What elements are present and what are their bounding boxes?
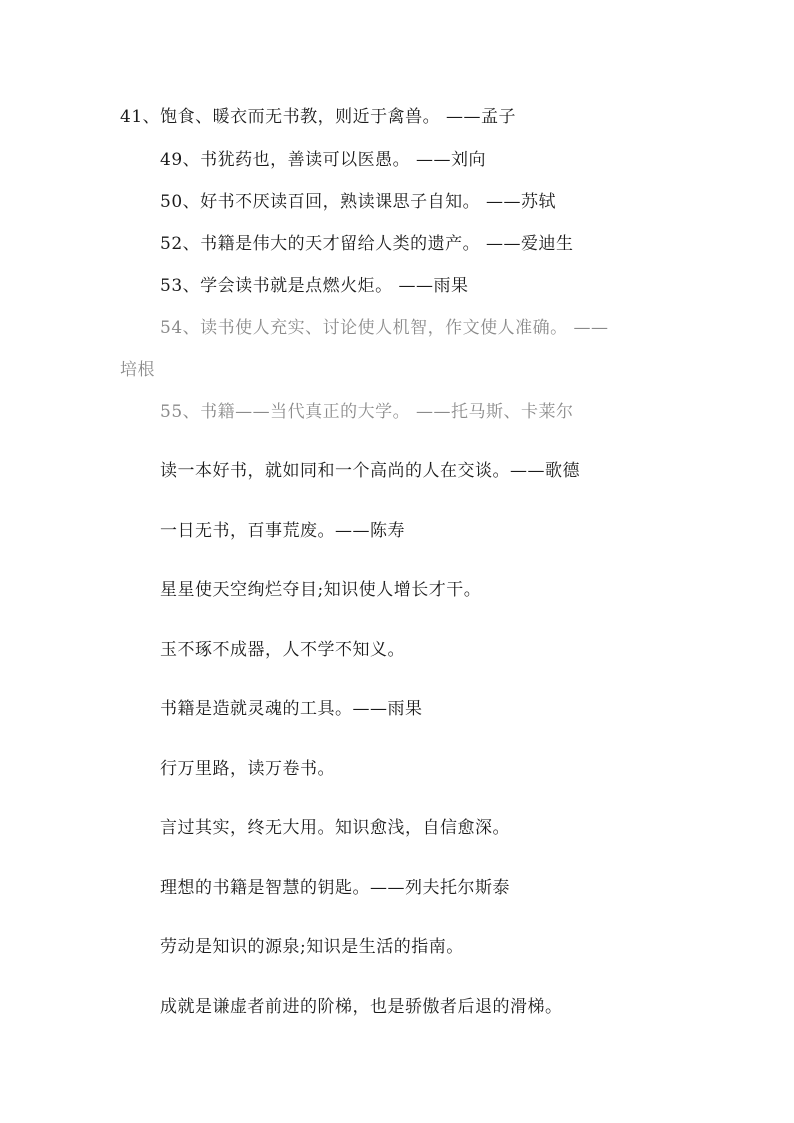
quote-chenshou: 一日无书，百事荒废。——陈寿 xyxy=(160,521,405,541)
quote-54: 54、读书使人充实、讨论使人机智，作文使人准确。 —— xyxy=(160,318,609,338)
quote-jade: 玉不琢不成器，人不学不知义。 xyxy=(160,640,405,660)
quote-soul: 书籍是造就灵魂的工具。——雨果 xyxy=(160,699,423,719)
quote-52: 52、书籍是伟大的天才留给人类的遗产。 ——爱迪生 xyxy=(160,234,574,254)
quote-tolstoy: 理想的书籍是智慧的钥匙。——列夫托尔斯泰 xyxy=(160,878,510,898)
quote-53: 53、学会读书就是点燃火炬。 ——雨果 xyxy=(160,276,469,296)
quote-goethe: 读一本好书，就如同和一个高尚的人在交谈。——歌德 xyxy=(160,461,580,481)
quote-stars: 星星使天空绚烂夺目;知识使人增长才干。 xyxy=(160,580,482,600)
quote-55: 55、书籍——当代真正的大学。 ——托马斯、卡莱尔 xyxy=(160,402,574,422)
quote-travel: 行万里路，读万卷书。 xyxy=(160,759,335,779)
quote-overstate: 言过其实，终无大用。知识愈浅，自信愈深。 xyxy=(160,818,510,838)
quote-labor: 劳动是知识的源泉;知识是生活的指南。 xyxy=(160,937,464,957)
quote-50: 50、好书不厌读百回，熟读课思子自知。 ——苏轼 xyxy=(160,192,557,212)
quote-49: 49、书犹药也，善读可以医愚。 ——刘向 xyxy=(160,150,487,170)
quote-41: 41、饱食、暖衣而无书教，则近于禽兽。 ——孟子 xyxy=(120,107,517,127)
quote-54-continuation: 培根 xyxy=(120,360,155,380)
quote-achievement: 成就是谦虚者前进的阶梯，也是骄傲者后退的滑梯。 xyxy=(160,997,563,1017)
